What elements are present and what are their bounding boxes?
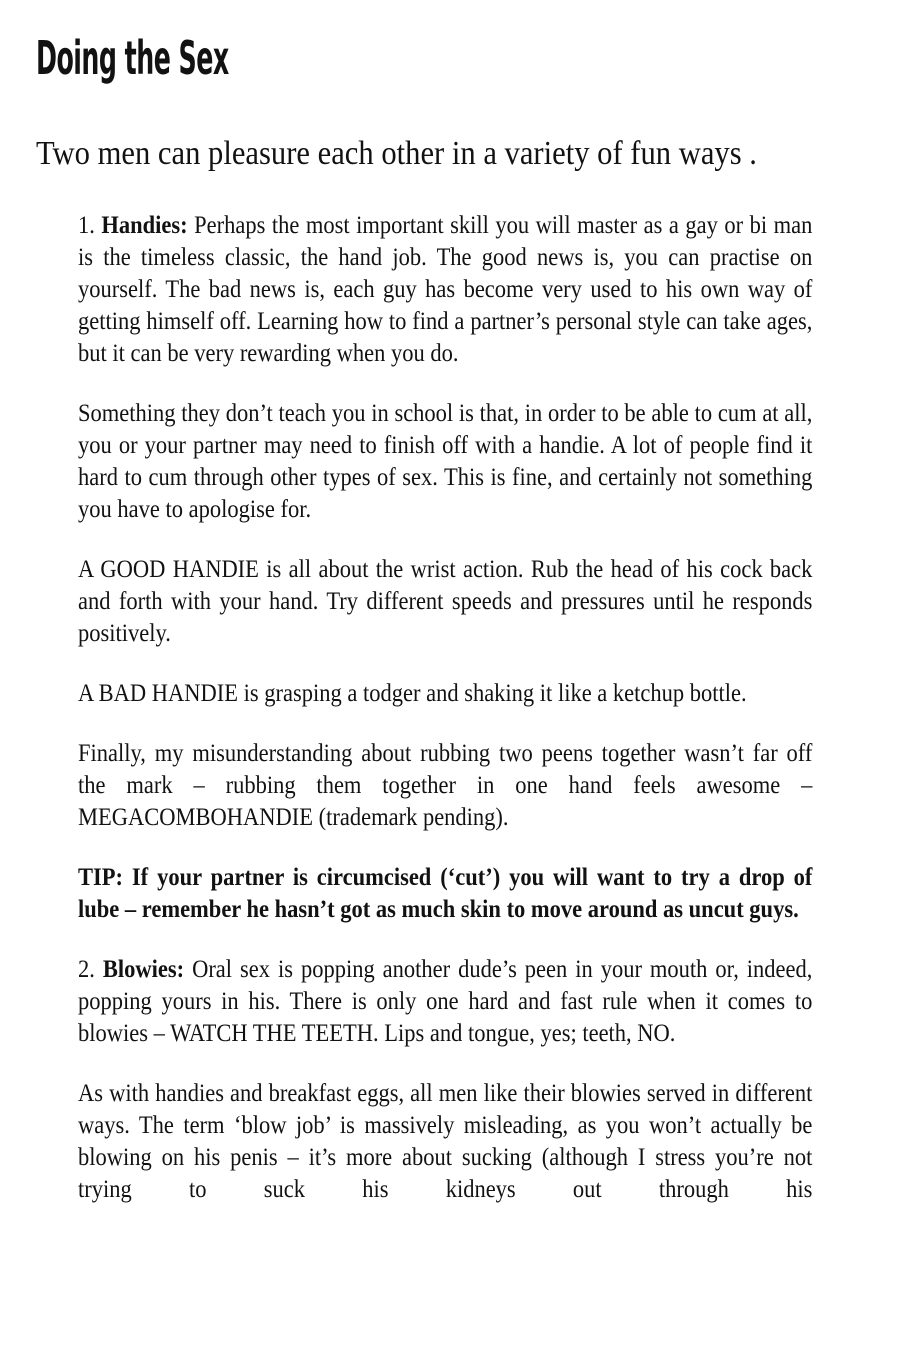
chapter-subtitle: Two men can pleasure each other in a variety of fun ways . xyxy=(36,135,757,172)
paragraph-run: Perhaps the most important skill you will master as a gay or bi man is the timeless classic, the hand job. The good news is, you can practise on yourself. The bad news is, each guy has become very used to his own way of getting himself off. Learning how to find a partner’s personal style can take ages, but it can be very rewarding when you do. xyxy=(78,212,813,367)
paragraph xyxy=(78,210,812,370)
paragraph xyxy=(78,398,812,526)
paragraph xyxy=(78,678,812,710)
chapter-title xyxy=(36,32,386,85)
paragraph-run-bold: TIP: If your partner is circumcised (‘cut’) you will want to try a drop of lube – remember he hasn’t got as much skin to move around as uncut guys. xyxy=(78,864,813,923)
paragraph xyxy=(78,862,812,926)
paragraph-run-bold: Blowies: xyxy=(102,956,185,983)
paragraph xyxy=(78,554,812,650)
paragraph xyxy=(78,738,812,834)
paragraph-run: Oral sex is popping another dude’s peen in your mouth or, indeed, popping yours in his. There is only one hard and fast rule when it comes to blowies – WATCH THE TEETH. Lips and tongue, yes; teeth, NO. xyxy=(78,956,813,1047)
paragraph xyxy=(78,954,812,1050)
paragraph-run: 1. xyxy=(78,212,102,239)
chapter-title-text: Doing the Sex xyxy=(36,31,229,85)
paragraph-run: A BAD HANDIE is grasping a todger and shaking it like a ketchup bottle. xyxy=(78,680,747,707)
paragraph-run: Finally, my misunderstanding about rubbing two peens together wasn’t far off the mark – rubbing them together in one hand feels awesome – MEGACOMBOHANDIE (trademark pending). xyxy=(78,740,813,831)
paragraph-run: A GOOD HANDIE is all about the wrist action. Rub the head of his cock back and forth with your hand. Try different speeds and pressures until he responds positively. xyxy=(78,556,813,647)
paragraph xyxy=(78,1078,812,1206)
paragraph-run: As with handies and breakfast eggs, all men like their blowies served in different ways. The term ‘blow job’ is massively misleading, as you won’t actually be blowing on his penis – it’s more about sucking (although I stress you’re not trying to suck his kidneys out through his xyxy=(78,1080,813,1203)
paragraph-run-bold: Handies: xyxy=(101,212,188,239)
paragraph-run: 2. xyxy=(78,956,103,983)
body-paragraphs xyxy=(78,210,812,1234)
paragraph-run: Something they don’t teach you in school is that, in order to be able to cum at all, you or your partner may need to finish off with a handie. A lot of people find it hard to cum through other types of sex. This is fine, and certainly not something you have to apologise for. xyxy=(78,400,813,523)
